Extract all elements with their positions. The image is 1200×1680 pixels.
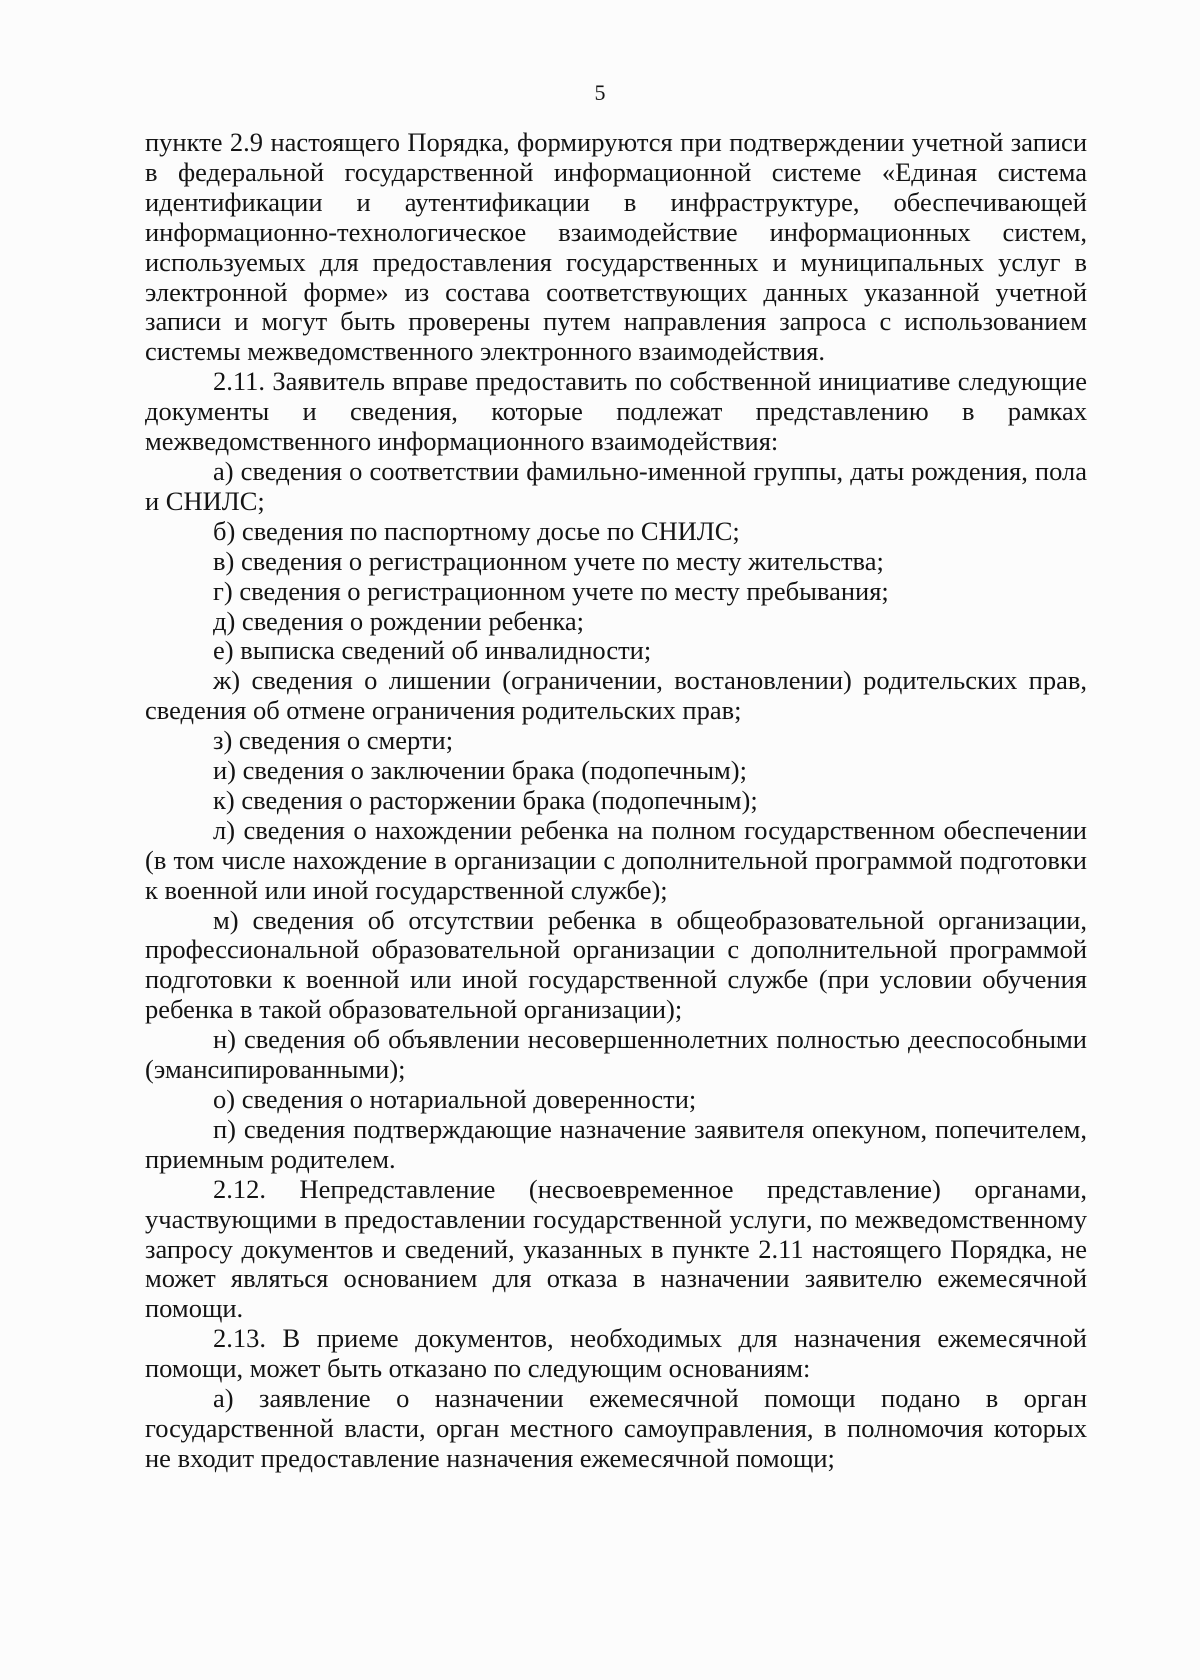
- paragraph: ж) сведения о лишении (ограничении, востановлении) родительских прав, сведения об отмене ограничения родительских прав;: [145, 665, 1087, 726]
- paragraph: е) выписка сведений об инвалидности;: [213, 635, 652, 666]
- paragraph: п) сведения подтверждающие назначение заявителя опекуном, попечителем, приемным родителем.: [145, 1113, 1087, 1174]
- paragraph: а) заявление о назначении ежемесячной помощи подано в орган государственной власти, орган местного самоуправления, в полномочия которых не входит предоставление назначения ежемесячной помощи;: [145, 1383, 1087, 1473]
- paragraph: в) сведения о регистрационном учете по месту жительства;: [213, 545, 884, 576]
- paragraph: а) сведения о соответствии фамильно-именной группы, даты рождения, пола и СНИЛС;: [145, 455, 1087, 516]
- paragraph: к) сведения о расторжении брака (подопечным);: [213, 784, 758, 815]
- page-number: 5: [594, 80, 606, 105]
- paragraph: и) сведения о заключении брака (подопечным);: [213, 755, 747, 786]
- paragraph: 2.13. В приеме документов, необходимых для назначения ежемесячной помощи, может быть отказано по следующим основаниям:: [145, 1323, 1087, 1384]
- paragraph: г) сведения о регистрационном учете по месту пребывания;: [213, 575, 889, 606]
- paragraph: з) сведения о смерти;: [213, 725, 454, 756]
- paragraph: д) сведения о рождении ребенка;: [213, 605, 585, 636]
- paragraph: о) сведения о нотариальной доверенности;: [213, 1084, 697, 1114]
- paragraph: б) сведения по паспортному досье по СНИЛС;: [213, 515, 740, 546]
- paragraph: м) сведения об отсутствии ребенка в общеобразовательной организации, профессиональной образовательной организации с дополнительной программой подготовки к военной или иной государственной службе (при условии обучения ребенка в такой образовательной организации);: [145, 904, 1087, 1025]
- paragraph: 2.11. Заявитель вправе предоставить по собственной инициативе следующие документы и сведения, которые подлежат представлению в рамках межведомственного информационного взаимодействия:: [145, 366, 1087, 457]
- paragraph: л) сведения о нахождении ребенка на полном государственном обеспечении (в том числе нахождение в организации с дополнительной программой подготовки к военной или иной государственной службе);: [145, 814, 1087, 905]
- paragraph: 2.12. Непредставление (несвоевременное представление) органами, участвующими в предоставлении государственной услуги, по межведомственному запросу документов и сведений, указанных в пункте 2.11 настоящего Порядка, не может являться основанием для отказа в назначении заявителю ежемесячной помощи.: [145, 1173, 1087, 1324]
- paragraph: н) сведения об объявлении несовершеннолетних полностью дееспособными (эмансипированными);: [145, 1024, 1087, 1085]
- paragraph: пункте 2.9 настоящего Порядка, формируются при подтверждении учетной записи в федеральной государственной информационной системе «Единая система идентификации и аутентификации в инфраструктуре, обеспечивающей информационно-технологическое взаимодействие информационных систем, используемых для предоставления государственных и муниципальных услуг в электронной форме» из состава соответствующих данных указанной учетной записи и могут быть проверены путем направления запроса с использованием системы межведомственного электронного взаимодействия.: [145, 127, 1087, 367]
- document-body: [145, 128, 1087, 1474]
